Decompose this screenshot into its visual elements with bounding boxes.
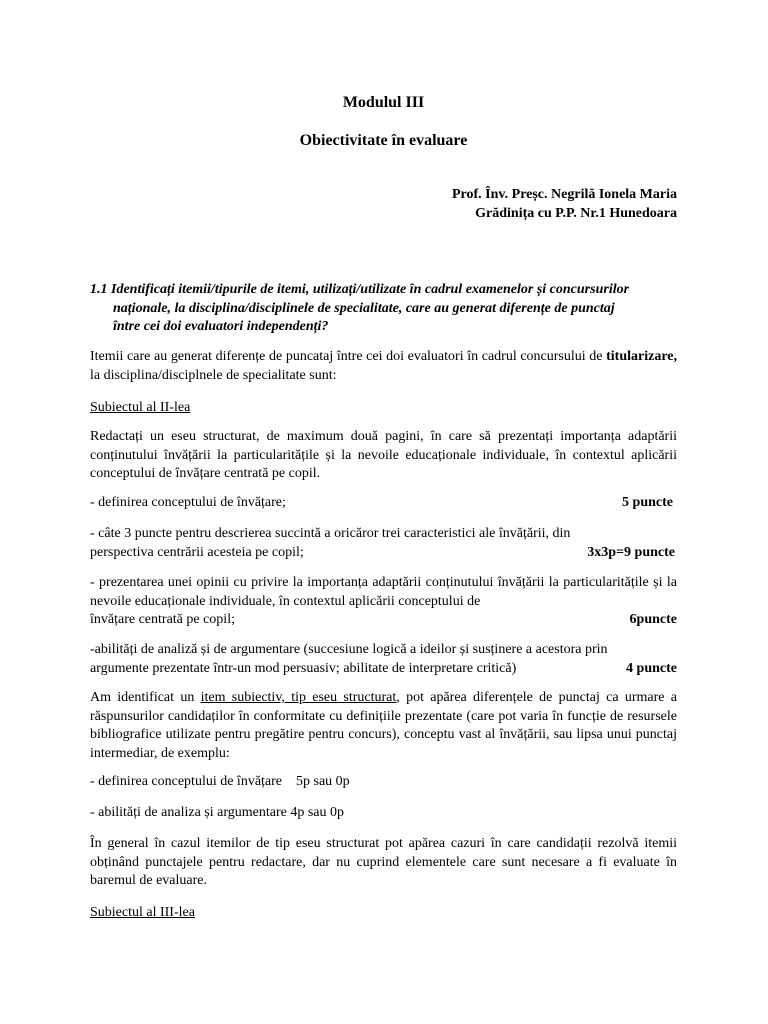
intro-paragraph (90, 348, 677, 385)
author-block (452, 185, 677, 223)
module-title: Modulul III (342, 94, 425, 111)
question-line-1: 1.1 Identificați itemii/tipurile de itemi, utilizați/utilizate în cadrul examenelor și concursurilor (90, 282, 630, 297)
criterion-4-text-a: -abilități de analiză și de argumentare (succesiune logică a ideilor și susținere a acestora prin (90, 642, 608, 657)
section-3-heading: Subiectul al III-lea (90, 905, 195, 920)
author-institution: Grădinița cu P.P. Nr.1 Hunedoara (475, 206, 677, 221)
intro-text-1: Itemii care au generat diferențe de puncataj între cei doi evaluatori în cadrul concursului de (90, 349, 603, 364)
item-type-highlight: item subiectiv, tip eseu structurat (200, 690, 397, 705)
question-heading (90, 281, 677, 337)
conclusion-paragraph: În general în cazul itemilor de tip eseu structurat pot apărea cazuri în care candidații rezolvă itemii obținând punctajele pentru redactare, dar nu cuprind elementele care sunt necesare a fi evaluate în baremul de evaluare. (90, 836, 677, 888)
criterion-2 (90, 525, 677, 562)
analysis-paragraph: Am identificat un item subiectiv, tip eseu structurat, pot apărea diferențele de punctaj ca urmare a răspunsurilor candidaților în conformitate cu definițiile prezentate (care pot varia în funcție de resursele bibliografice utilizate pentru pregătire pentru concurs), conceptu vast al învățării, sau lipsa unui punctaj intermediar, de exemplu: (90, 690, 677, 761)
criterion-1-points: 5 puncte (622, 495, 673, 510)
criterion-2-text-b: perspectiva centrării acesteia pe copil; (90, 544, 304, 560)
criterion-2-points: 3x3p=9 puncte (587, 544, 675, 560)
author-name: Prof. Înv. Preșc. Negrilă Ionela Maria (452, 187, 677, 202)
intro-text-2: la disciplina/disciplnele de specialitate sunt: (90, 367, 337, 383)
criterion-3-points: 6puncte (629, 612, 677, 627)
criterion-4-text-b: argumente prezentate într-un mod persuasiv; abilitate de interpretare critică) (90, 660, 517, 676)
criterion-2-text-a: - câte 3 puncte pentru descrierea succintă a oricăror trei caracteristici ale învățării, din (90, 526, 571, 541)
question-line-3: între cei doi evaluatori independenți? (113, 319, 329, 334)
criterion-1 (90, 494, 677, 513)
criterion-3 (90, 574, 677, 630)
question-line-2: naționale, la disciplina/disciplinele de specialitate, care au generat diferențe de punctaj (113, 300, 615, 316)
intro-bold: titularizare, (606, 349, 677, 364)
criterion-3-text-a: - prezentarea unei opinii cu privire la importanța adaptării conținutului învățării la particularitățile și la nevoile educaționale individuale, în contextul aplicării conceptului de (90, 575, 677, 609)
criterion-1-text: - definirea conceptului de învățare; (90, 495, 286, 510)
section-2-heading: Subiectul al II-lea (90, 400, 191, 415)
document-title: Obiectivitate în evaluare (299, 132, 468, 149)
example-1: - definirea conceptului de învățare 5p sau 0p (90, 774, 350, 789)
example-2: - abilități de analiza și argumentare 4p sau 0p (90, 805, 344, 820)
criterion-4-points: 4 puncte (626, 660, 677, 676)
criterion-3-text-b: învățare centrată pe copil; (90, 612, 235, 627)
section-2-task: Redactați un eseu structurat, de maximum două pagini, în care să prezentați importanța adaptării conținutului învățării la particularitățile și la nevoile educaționale individuale, în contextul aplicării conceptului de învățare centrată pe copil. (90, 429, 677, 481)
criterion-4 (90, 641, 677, 678)
